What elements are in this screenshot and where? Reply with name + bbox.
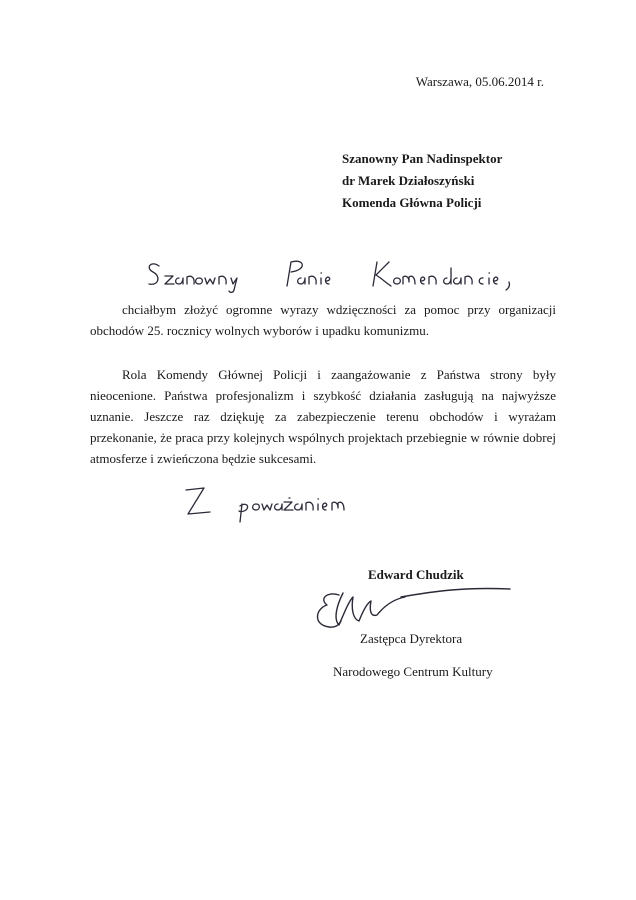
handwritten-greeting [145,252,565,302]
paragraph-2: Rola Komendy Głównej Policji i zaangażowanie z Państwa strony były nieocenione. Państwa profesjonalizm i szybkość działania zasługują na najwyższe uznanie. Jeszcze raz dziękuję za zabezpieczenie terenu obchodów i wyrażam przekonanie, że praca przy kolejnych wspólnych projektach przebiegnie w równie dobrej atmosferze i zwieńczona będzie sukcesami. [90,367,556,466]
addressee-line-1: Szanowny Pan Nadinspektor [342,151,503,166]
letter-date: Warszawa, 05.06.2014 r. [415,74,544,89]
addressee-block [342,148,502,214]
addressee-line-3: Komenda Główna Policji [342,195,482,210]
addressee-line-2: dr Marek Działoszyński [342,173,475,188]
signatory-name: Edward Chudzik [368,567,464,582]
handwritten-signature [305,575,515,637]
signatory-title-2: Narodowego Centrum Kultury [333,664,493,679]
handwritten-closing [180,478,410,528]
paragraph-1: chciałbym złożyć ogromne wyrazy wdzięczności za pomoc przy organizacji obchodów 25. rocznicy wolnych wyborów i upadku komunizmu. [90,302,556,338]
signatory-title-1: Zastępca Dyrektora [360,631,463,646]
